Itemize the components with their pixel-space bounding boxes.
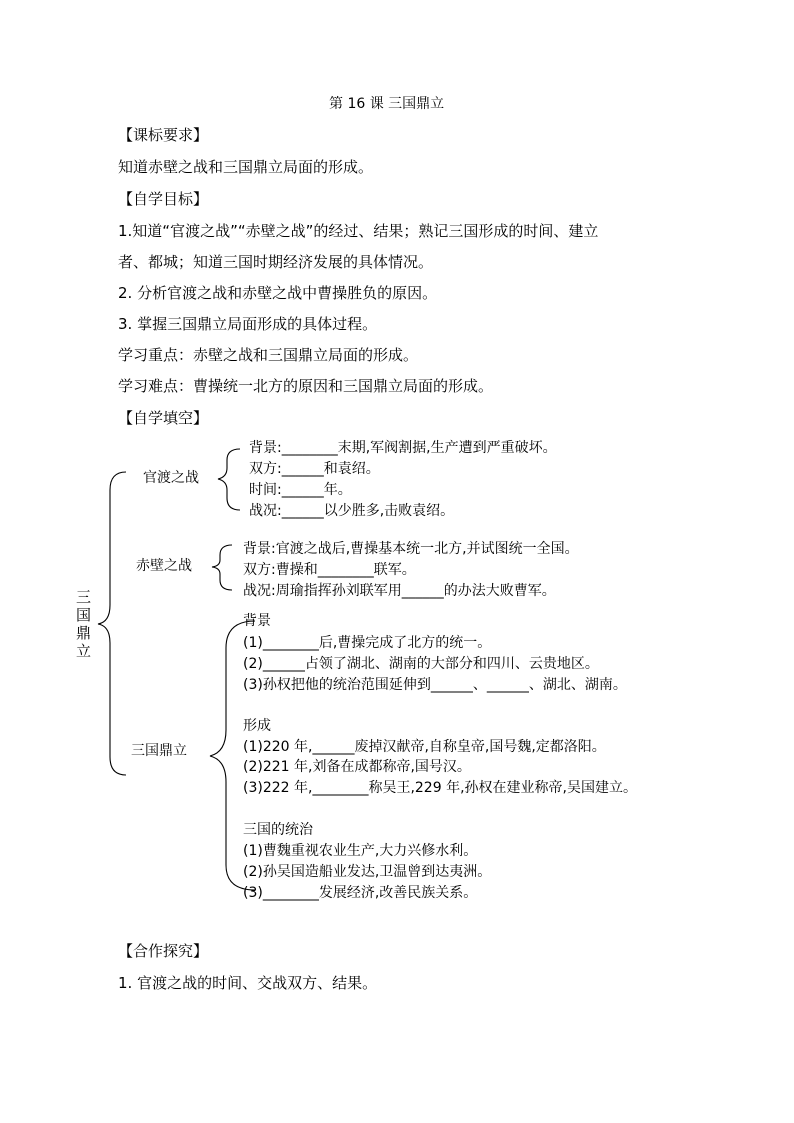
sanguo-subheading: 三国的统治: [243, 822, 313, 838]
section-explore-heading: 【合作探究】: [118, 942, 209, 960]
goal-line: 者、都城；知道三国时期经济发展的具体情况。: [118, 253, 434, 271]
sanguo-subheading: 背景: [243, 613, 271, 629]
sanguo-line: (1)曹魏重视农业生产,大力兴修水利。: [243, 843, 478, 859]
chibi-label: 赤壁之战: [136, 558, 192, 574]
chibi-line: 背景:官渡之战后,曹操基本统一北方,并试图统一全国。: [243, 541, 579, 557]
standard-text: 知道赤壁之战和三国鼎立局面的形成。: [118, 158, 374, 176]
root-brace: [98, 472, 126, 775]
guandu-line: 时间:______年。: [249, 482, 352, 498]
sanguo-subheading: 形成: [243, 718, 271, 734]
section-goals-heading: 【自学目标】: [118, 190, 209, 208]
guandu-line: 双方:______和袁绍。: [249, 461, 380, 477]
sanguo-line: (3)孙权把他的统治范围延伸到______、______、湖北、湖南。: [243, 677, 627, 693]
chibi-line: 双方:曹操和________联军。: [243, 562, 416, 578]
guandu-brace: [218, 449, 240, 510]
sanguo-line: (2)孙吴国造船业发达,卫温曾到达夷洲。: [243, 864, 492, 880]
sanguo-line: (1)220 年,______废掉汉献帝,自称皇帝,国号魏,定都洛阳。: [243, 739, 606, 755]
sanguo-line: (2)221 年,刘备在成都称帝,国号汉。: [243, 759, 471, 775]
sanguo-line: (3)222 年,________称吴王,229 年,孙权在建业称帝,吴国建立。: [243, 780, 637, 796]
guandu-line: 战况:______以少胜多,击败袁绍。: [249, 503, 455, 519]
root-label-char: 鼎: [76, 624, 92, 642]
goal-line: 1.知道“官渡之战”“赤壁之战”的经过、结果；熟记三国形成的时间、建立: [118, 222, 599, 240]
page-title: 第 16 课 三国鼎立: [329, 96, 445, 112]
guandu-line: 背景:________末期,军阀割据,生产遭到严重破坏。: [249, 440, 557, 456]
goal-line: 2. 分析官渡之战和赤壁之战中曹操胜负的原因。: [118, 284, 438, 302]
sanguo-label: 三国鼎立: [131, 743, 187, 759]
sanguo-line: (1)________后,曹操完成了北方的统一。: [243, 635, 492, 651]
root-label-char: 三: [76, 588, 92, 606]
chibi-brace: [212, 545, 232, 590]
explore-line: 1. 官渡之战的时间、交战双方、结果。: [118, 974, 378, 992]
sanguo-line: (3)________发展经济,改善民族关系。: [243, 885, 478, 901]
goal-line: 3. 掌握三国鼎立局面形成的具体过程。: [118, 315, 378, 333]
root-label-char: 立: [76, 642, 92, 660]
section-standard-heading: 【课标要求】: [118, 126, 209, 144]
sanguo-line: (2)______占领了湖北、湖南的大部分和四川、云贵地区。: [243, 656, 599, 672]
root-label-vertical: [76, 588, 91, 660]
difficult-point-line: 学习难点：曹操统一北方的原因和三国鼎立局面的形成。: [118, 377, 494, 395]
root-label-char: 国: [76, 606, 92, 624]
key-point-line: 学习重点：赤壁之战和三国鼎立局面的形成。: [118, 346, 419, 364]
section-fill-heading: 【自学填空】: [118, 409, 209, 427]
chibi-line: 战况:周瑜指挥孙刘联军用______的办法大败曹军。: [243, 583, 556, 599]
guandu-label: 官渡之战: [143, 470, 199, 486]
